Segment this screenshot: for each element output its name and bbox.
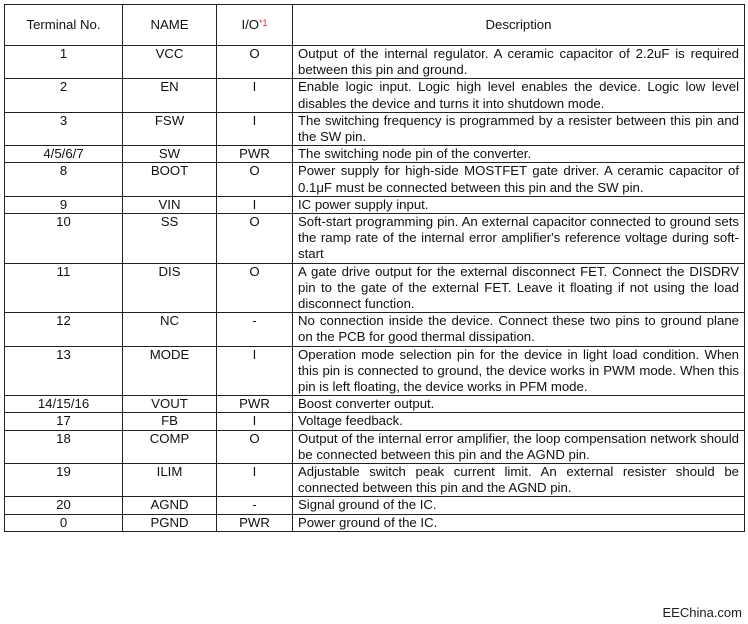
cell-description: The switching node pin of the converter. [293, 146, 745, 163]
cell-terminal: 1 [5, 46, 123, 79]
header-io-footnote: *1 [259, 17, 268, 28]
cell-name: PGND [123, 514, 217, 531]
table-row [5, 346, 745, 396]
header-name: NAME [123, 5, 217, 46]
cell-name: COMP [123, 430, 217, 463]
table-row [5, 146, 745, 163]
cell-terminal: 17 [5, 413, 123, 430]
cell-name: DIS [123, 263, 217, 313]
cell-terminal: 18 [5, 430, 123, 463]
cell-io: - [217, 497, 293, 514]
table-row [5, 313, 745, 346]
table-row [5, 263, 745, 313]
cell-description: Boost converter output. [293, 396, 745, 413]
header-io [217, 5, 293, 46]
cell-description: Operation mode selection pin for the device in light load condition. When this pin is connected to ground, the device works in PWM mode. When this pin is left floating, the device works in PFM mode. [293, 346, 745, 396]
cell-terminal: 13 [5, 346, 123, 396]
cell-io: I [217, 413, 293, 430]
cell-io: O [217, 214, 293, 264]
cell-description: No connection inside the device. Connect these two pins to ground plane on the PCB for good thermal dissipation. [293, 313, 745, 346]
table-row [5, 497, 745, 514]
pin-description-table [4, 4, 745, 532]
cell-name: SW [123, 146, 217, 163]
cell-name: FSW [123, 112, 217, 145]
cell-io: O [217, 163, 293, 196]
table-row [5, 430, 745, 463]
cell-description: Enable logic input. Logic high level enables the device. Logic low level disables the device and turns it into shutdown mode. [293, 79, 745, 112]
cell-name: VCC [123, 46, 217, 79]
cell-description: Signal ground of the IC. [293, 497, 745, 514]
cell-io: O [217, 46, 293, 79]
cell-io: PWR [217, 396, 293, 413]
pin-rows [5, 46, 745, 532]
cell-description: Power supply for high-side MOSTFET gate driver. A ceramic capacitor of 0.1μF must be connected between this pin and the SW pin. [293, 163, 745, 196]
cell-name: BOOT [123, 163, 217, 196]
cell-name: FB [123, 413, 217, 430]
header-row [5, 5, 745, 46]
cell-terminal: 20 [5, 497, 123, 514]
cell-io: I [217, 112, 293, 145]
cell-terminal: 4/5/6/7 [5, 146, 123, 163]
table-row [5, 514, 745, 531]
cell-terminal: 19 [5, 464, 123, 497]
cell-io: PWR [217, 514, 293, 531]
cell-description: Adjustable switch peak current limit. An external resister should be connected between this pin and the AGND pin. [293, 464, 745, 497]
table-row [5, 214, 745, 264]
cell-description: Output of the internal error amplifier, the loop compensation network should be connected between this pin and the AGND pin. [293, 430, 745, 463]
cell-name: SS [123, 214, 217, 264]
cell-io: I [217, 79, 293, 112]
cell-io: I [217, 464, 293, 497]
cell-name: MODE [123, 346, 217, 396]
watermark: EEChina.com [662, 605, 742, 620]
table-row [5, 79, 745, 112]
cell-description: IC power supply input. [293, 196, 745, 213]
cell-terminal: 8 [5, 163, 123, 196]
header-terminal: Terminal No. [5, 5, 123, 46]
cell-name: VOUT [123, 396, 217, 413]
cell-description: The switching frequency is programmed by a resister between this pin and the SW pin. [293, 112, 745, 145]
cell-description: Soft-start programming pin. An external capacitor connected to ground sets the ramp rate of the internal error amplifier's reference voltage during soft-start [293, 214, 745, 264]
cell-io: O [217, 430, 293, 463]
table-row [5, 396, 745, 413]
cell-description: Output of the internal regulator. A ceramic capacitor of 2.2uF is required between this pin and ground. [293, 46, 745, 79]
cell-name: AGND [123, 497, 217, 514]
cell-description: Power ground of the IC. [293, 514, 745, 531]
cell-io: - [217, 313, 293, 346]
table-row [5, 413, 745, 430]
table-row [5, 46, 745, 79]
table-row [5, 464, 745, 497]
cell-name: NC [123, 313, 217, 346]
cell-io: O [217, 263, 293, 313]
cell-terminal: 2 [5, 79, 123, 112]
table-row [5, 163, 745, 196]
cell-io: I [217, 196, 293, 213]
cell-terminal: 9 [5, 196, 123, 213]
cell-description: A gate drive output for the external disconnect FET. Connect the DISDRV pin to the gate of the external FET. Leave it floating if not using the load disconnect function. [293, 263, 745, 313]
cell-name: EN [123, 79, 217, 112]
table-row [5, 196, 745, 213]
cell-io: PWR [217, 146, 293, 163]
header-description: Description [293, 5, 745, 46]
cell-terminal: 3 [5, 112, 123, 145]
header-io-label: I/O [241, 16, 260, 32]
cell-name: ILIM [123, 464, 217, 497]
cell-terminal: 12 [5, 313, 123, 346]
table-row [5, 112, 745, 145]
cell-name: VIN [123, 196, 217, 213]
cell-terminal: 14/15/16 [5, 396, 123, 413]
cell-terminal: 11 [5, 263, 123, 313]
cell-terminal: 10 [5, 214, 123, 264]
cell-io: I [217, 346, 293, 396]
cell-description: Voltage feedback. [293, 413, 745, 430]
cell-terminal: 0 [5, 514, 123, 531]
